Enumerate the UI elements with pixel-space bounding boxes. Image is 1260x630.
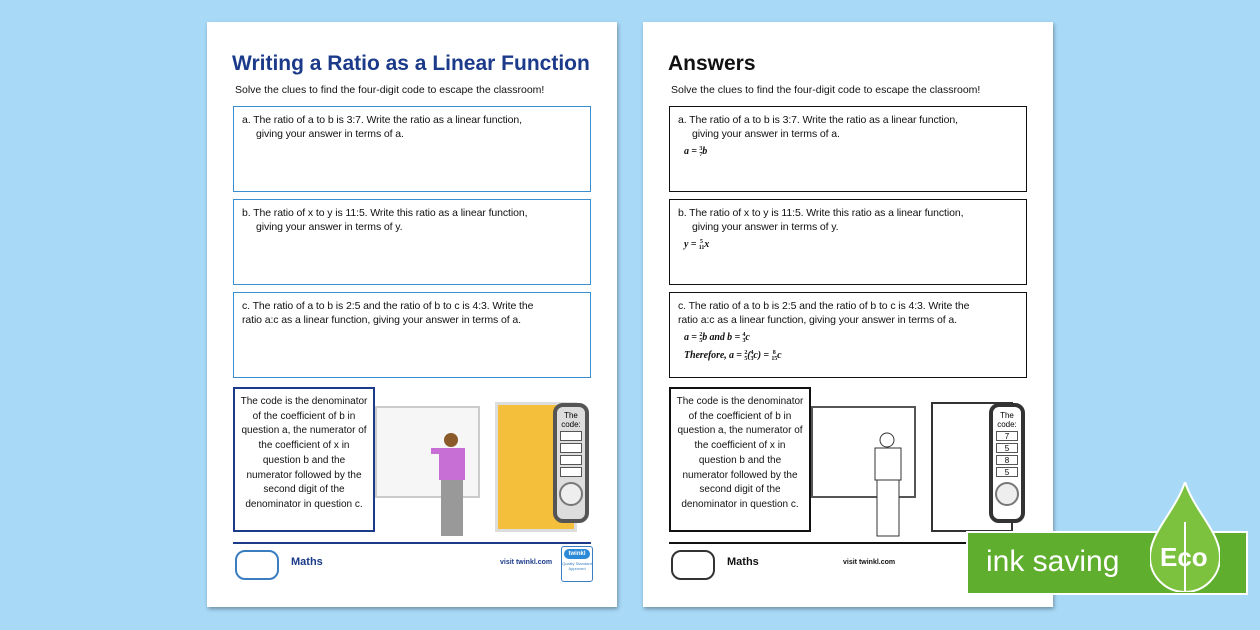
answer-c <box>669 292 1027 378</box>
subtitle: Solve the clues to find the four-digit code to escape the classroom! <box>671 84 981 96</box>
question-text: a. The ratio of a to b is 3:7. Write the ratio as a linear function, <box>678 114 958 126</box>
question-a <box>233 106 591 192</box>
code-clue: The code is the denominator of the coefficient of b in question a, the numerator of the coefficient of x in question b and the numerator followed by the second digit of the denominator in question c. <box>233 387 375 532</box>
code-slot <box>560 431 582 441</box>
page-title: Writing a Ratio as a Linear Function <box>232 52 590 75</box>
code-lock <box>553 403 589 523</box>
ink-saving-label: ink saving <box>986 545 1120 578</box>
teacher-illustration <box>865 430 905 538</box>
subject-label: Maths <box>727 556 759 568</box>
code-digit: 7 <box>996 431 1018 441</box>
code-digit: 5 <box>996 467 1018 477</box>
code-slot <box>560 443 582 453</box>
question-text: b. The ratio of x to y is 11:5. Write this ratio as a linear function, <box>242 207 528 219</box>
code-slot <box>560 467 582 477</box>
question-text: ratio a:c as a linear function, giving your answer in terms of a. <box>678 314 957 326</box>
visit-link[interactable]: visit twinkl.com <box>500 559 553 566</box>
subtitle: Solve the clues to find the four-digit code to escape the classroom! <box>235 84 545 96</box>
lock-knob <box>559 482 583 506</box>
code-slot <box>560 455 582 465</box>
code-lock <box>989 403 1025 523</box>
answer-expression: y = 5 11 x <box>684 238 710 251</box>
quality-badge <box>561 546 593 582</box>
subject-label: Maths <box>291 556 323 568</box>
lock-label: The code: <box>997 411 1017 429</box>
teacher-illustration <box>429 430 469 538</box>
visit-link[interactable]: visit twinkl.com <box>843 559 896 566</box>
question-b <box>233 199 591 285</box>
question-text: giving your answer in terms of a. <box>256 128 404 140</box>
code-clue: The code is the denominator of the coefficient of b in question a, the numerator of the coefficient of x in question b and the numerator followed by the second digit of the denominator in question c. <box>669 387 811 532</box>
badge-sub: Quality Standard Approved <box>562 561 592 571</box>
footer-divider <box>233 542 591 544</box>
question-text: giving your answer in terms of a. <box>692 128 840 140</box>
code-digit: 5 <box>996 443 1018 453</box>
page-title: Answers <box>668 52 756 75</box>
question-text: ratio a:c as a linear function, giving your answer in terms of a. <box>242 314 521 326</box>
question-text: c. The ratio of a to b is 2:5 and the ratio of b to c is 4:3. Write the <box>242 300 534 312</box>
maths-logo-icon <box>671 550 715 580</box>
question-text: a. The ratio of a to b is 3:7. Write the ratio as a linear function, <box>242 114 522 126</box>
eco-drop-icon <box>1150 482 1220 592</box>
question-text: b. The ratio of x to y is 11:5. Write this ratio as a linear function, <box>678 207 964 219</box>
answer-expression: Therefore, a = 2 5 ( 4 3 c) = 8 15 c <box>684 349 782 362</box>
question-text: giving your answer in terms of y. <box>256 221 403 233</box>
eco-label: Eco <box>1160 542 1208 572</box>
maths-logo-icon <box>235 550 279 580</box>
answer-a <box>669 106 1027 192</box>
lock-knob <box>995 482 1019 506</box>
answer-expression: a = 3 7 b <box>684 145 708 158</box>
answer-b <box>669 199 1027 285</box>
answers-page <box>643 22 1053 607</box>
code-digit: 8 <box>996 455 1018 465</box>
lock-label: The code: <box>561 411 581 429</box>
badge-brand: twinkl <box>564 549 590 559</box>
question-c <box>233 292 591 378</box>
question-text: c. The ratio of a to b is 2:5 and the ratio of b to c is 4:3. Write the <box>678 300 970 312</box>
worksheet-page <box>207 22 617 607</box>
answer-expression: a = 2 5 b and b = 4 3 c <box>684 331 750 344</box>
question-text: giving your answer in terms of y. <box>692 221 839 233</box>
